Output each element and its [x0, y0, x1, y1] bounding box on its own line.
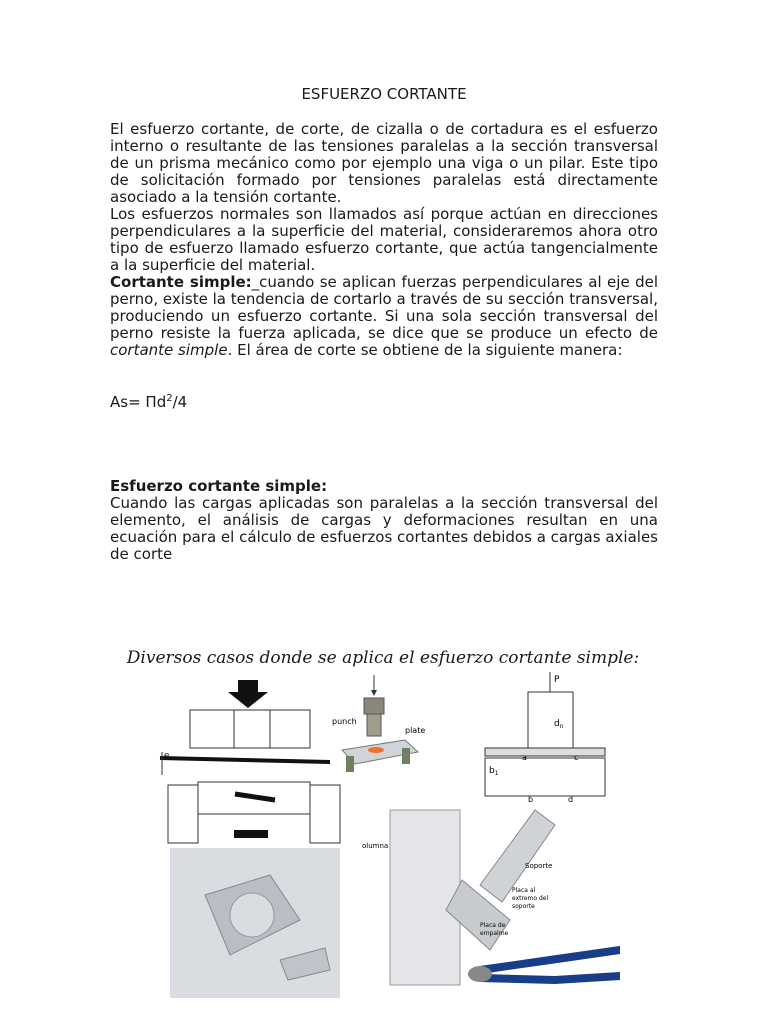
shear-area-formula [110, 393, 187, 411]
label-placa-extremo-2: extremo del [512, 895, 549, 902]
die-cutting-diagram [160, 680, 340, 843]
label-d: d [568, 795, 574, 804]
label-c: c [574, 753, 579, 762]
esfuerzo-simple-section [110, 478, 658, 563]
label-dn: $d_n$ [554, 719, 564, 730]
sheared-metal-photo [170, 848, 340, 998]
label-b1: $b_1$ [489, 766, 499, 777]
label-soporte: Soporte [525, 862, 553, 870]
shear-cases-figure [150, 670, 620, 1015]
label-placa-empalme-1: Placa de [480, 922, 506, 929]
esfuerzo-simple-heading: Esfuerzo cortante simple: [110, 477, 328, 495]
label-placa-extremo-3: soporte [512, 903, 535, 910]
cortante-simple-text-2: . El área de corte se obtiene de la siguiente manera: [227, 341, 623, 359]
label-P: P [554, 675, 560, 685]
formula-rhs: /4 [172, 393, 188, 411]
intro-paragraph: El esfuerzo cortante, de corte, de cizalla o de cortadura es el esfuerzo interno o resultante de las tensiones paralelas a la sección transversal de un prisma mecánico como por ejemplo una viga o un pilar. Este tipo de solicitación formado por tensiones paralelas está directamente asociado a la tensión cortante. [110, 120, 658, 206]
label-a: a [522, 753, 527, 762]
figure-caption: Diversos casos donde se aplica el esfuerzo cortante simple: [126, 648, 640, 668]
label-columna: olumna [362, 842, 389, 850]
column-support-diagram [362, 810, 555, 985]
punch-plate-diagram [332, 675, 425, 772]
esfuerzo-simple-text: Cuando las cargas aplicadas son paralelas a la sección transversal del elemento, el análisis de cargas y deformaciones resultan en una ecuación para el cálculo de esfuerzos cortantes debidos a cargas axiales de corte [110, 494, 658, 563]
pliers-photo [468, 950, 620, 982]
normales-paragraph: Los esfuerzos normales son llamados así porque actúan en direcciones perpendiculares a la superficie del material, consideraremos ahora otro tipo de esfuerzo llamado esfuerzo cortante, que actúa tangencialmente a la superficie del material. [110, 205, 658, 274]
cortante-simple-text-1: _cuando se aplican fuerzas perpendiculares al eje del perno, existe la tendencia de cortarlo a través de su sección transversal, produciendo un esfuerzo cortante. Si una sola sección transversal del perno resiste la fuerza aplicada, se dice que se produce un efecto de [110, 273, 658, 342]
label-e: e [164, 751, 170, 761]
cortante-simple-emphasis: cortante simple [110, 341, 228, 359]
bolt-shear-diagram [485, 672, 605, 804]
label-placa-empalme-2: empalme [480, 930, 509, 937]
page-title: ESFUERZO CORTANTE [301, 85, 467, 103]
cortante-simple-paragraph [110, 274, 658, 359]
label-plate: plate [405, 726, 426, 735]
formula-lhs: As= Πd [110, 393, 167, 411]
label-placa-extremo-1: Placa al [512, 887, 536, 894]
label-punch: punch [332, 717, 357, 726]
cortante-simple-heading: Cortante simple: [110, 273, 252, 291]
label-b: b [528, 795, 534, 804]
formula-exponent: 2 [166, 393, 173, 404]
